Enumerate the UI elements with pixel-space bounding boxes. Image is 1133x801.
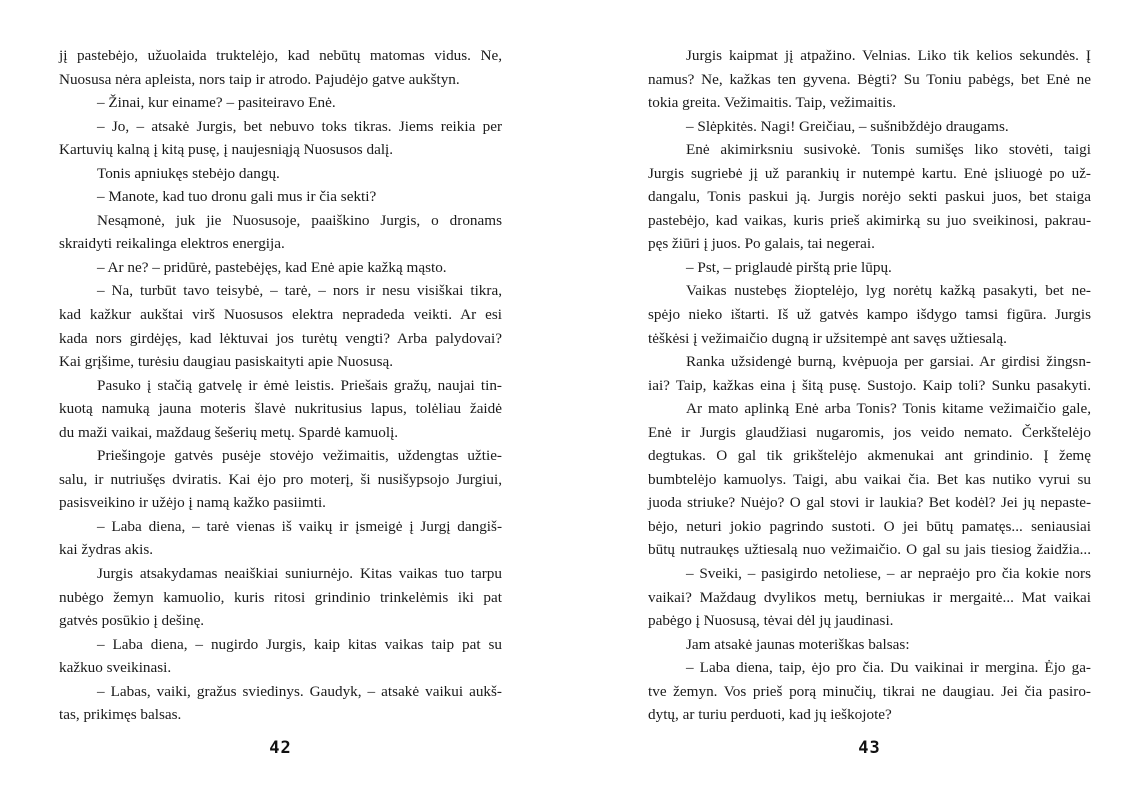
text-line: namus? Ne, kažkas ten gyvena. Bėgti? Su Toniu pabėgs, bet Enė ne (648, 70, 1091, 88)
text-line: tėškėsi į vežimaičio dugną ir užsitempė ant savęs užtiesalą. (648, 329, 1007, 347)
text-line: – Laba diena, – tarė vienas iš vaikų ir įsmeigė į Jurgį dangiš- (97, 517, 502, 535)
text-line: Nuosusa nėra apleista, nors taip ir atrodo. Pajudėjo gatve aukštyn. (59, 70, 460, 88)
text-line: nubėgo žemyn kamuolio, kuris ritosi grindinio trinkelėmis iki pat (59, 588, 502, 606)
text-line: Ar mato aplinką Enė arba Tonis? Tonis kitame vežimaičio gale, (686, 400, 1091, 418)
text-line: kažkuo sveikinasi. (59, 659, 172, 677)
text-line: Nesąmonė, juk jie Nuosusoje, paaiškino Jurgis, o dronams (97, 211, 502, 229)
text-line: Vaikas nustebęs žioptelėjo, lyg norėtų kažką pasakyti, bet ne- (686, 282, 1091, 300)
text-line: – Laba diena, taip, ėjo pro čia. Du vaikinai ir mergina. Ėjo ga- (686, 659, 1091, 677)
text-line: Jurgis kaipmat jį atpažino. Velnias. Liko tik kelios sekundės. Į (686, 47, 1091, 64)
text-line: Jurgis sugriebė jį už parankių ir nutempė kartu. Enė įsliuogė po už- (648, 164, 1091, 182)
text-line: Jurgis atsakydamas neaiškiai suniurnėjo. Kitas vaikas tuo tarpu (97, 565, 502, 583)
text-line: – Laba diena, – nugirdo Jurgis, kaip kitas vaikas taip pat su (97, 635, 502, 653)
text-line: – Jo, – atsakė Jurgis, bet nebuvo toks tikras. Jiems reikia per (97, 117, 502, 135)
text-line: – Labas, vaiki, gražus sviedinys. Gaudyk, – atsakė vaikui aukš- (97, 682, 502, 700)
text-line: pabėgo į Nuosusą, tėvai dėl jų jaudinasi. (648, 612, 894, 630)
text-line: Kartuvių kalną į kitą pusę, į naujesniąją Nuosusos dalį. (59, 141, 394, 159)
text-line: du maži vaikai, maždaug šešerių metų. Spardė kamuolį. (59, 423, 399, 441)
text-line: gatvės posūkio į dešinę. (59, 612, 205, 630)
text-line: Pasuko į stačią gatvelę ir ėmė leistis. Priešais gražų, naujai tin- (97, 376, 502, 394)
text-line: kad kažkur aukštai virš Nuosusos elektra nepradeda veikti. Ar esi (59, 306, 502, 324)
text-line: Enė ir Jurgis glaudžiasi nugaromis, jos veido nemato. Čerkštelėjo (648, 423, 1091, 441)
text-line: dangalu, Tonis paskui ją. Jurgis norėjo sekti paskui juos, bet staiga (648, 188, 1091, 206)
text-line: būtų nutraukęs užtiesalą nuo vežimaičio. O gal su jais tiesiog žaidžia... (648, 541, 1091, 559)
text-line: Tonis apniukęs stebėjo dangų. (97, 164, 280, 182)
right-page-number: 43 (858, 738, 881, 758)
text-line: spėjo nieko ištarti. Iš už gatvės kampo išdygo tamsi figūra. Jurgis (648, 306, 1091, 324)
text-line: – Sveiki, – pasigirdo netoliese, – ar nepraėjo pro čia kokie nors (686, 565, 1091, 583)
text-line: iai? Taip, kažkas eina į šitą pusę. Sustojo. Kaip toli? Sunku pasakyti. (648, 376, 1091, 394)
text-line: bėjo, neturi jokio pagrindo sustoti. O jei būtų pamatęs... seniausiai (648, 517, 1091, 535)
text-line: Ranka užsidengė burną, kvėpuoja per garsiai. Ar girdisi žingsn- (686, 353, 1091, 371)
text-line: – Žinai, kur einame? – pasiteiravo Enė. (97, 94, 336, 112)
text-line: kada nors girdėjęs, kad lėktuvai jos turėtų vengti? Arba palydovai? (59, 329, 502, 347)
text-line: tokia greita. Vežimaitis. Taip, vežimaitis. (648, 94, 897, 112)
text-line: jį pastebėjo, užuolaida truktelėjo, kad nebūtų matomas vidus. Ne, (59, 47, 502, 64)
left-page-number: 42 (269, 738, 292, 758)
text-line: – Manote, kad tuo dronu gali mus ir čia sekti? (97, 188, 377, 206)
text-line: Kai grįšime, turėsiu daugiau pasiskaityti apie Nuosusą. (59, 353, 394, 371)
text-line: Jam atsakė jaunas moteriškas balsas: (686, 635, 910, 653)
text-line: tas, prikimęs balsas. (59, 706, 182, 724)
text-line: tve žemyn. Vos prieš porą minučių, tikrai ne daugiau. Jei čia pasiro- (648, 682, 1091, 700)
left-page-text (59, 44, 502, 727)
text-line: pasisveikino ir užėjo į namą kažko pasiimti. (59, 494, 326, 512)
text-line: skraidyti reikalinga elektros energija. (59, 235, 285, 253)
text-line: – Ar ne? – pridūrė, pastebėjęs, kad Enė apie kažką mąsto. (97, 258, 447, 276)
text-line: – Na, turbūt tavo teisybė, – tarė, – nors ir nesu visiškai tikra, (97, 282, 502, 300)
text-line: kuotą namuką jauna moteris šlavė nukritusius lapus, tolėliau žaidė (59, 400, 502, 418)
text-line: juoda striuke? Nuėjo? O gal stovi ir laukia? Bet kodėl? Jei jų nepaste- (648, 494, 1091, 512)
right-page-text (648, 44, 1091, 727)
text-line: vaikai? Maždaug dvylikos metų, berniukas ir mergaitė... Mat vaikai (648, 588, 1091, 606)
text-line: kai žydras akis. (59, 541, 154, 559)
text-line: – Slėpkitės. Nagi! Greičiau, – sušnibždėjo draugams. (686, 117, 1009, 135)
text-line: Priešingoje gatvės pusėje stovėjo vežimaitis, uždengtas užtie- (97, 447, 502, 465)
text-line: degtukas. O gal tik grikštelėjo akmenukai ant grindinio. Į žemę (648, 447, 1091, 465)
text-line: Enė akimirksniu susivokė. Tonis sumišęs liko stovėti, taigi (686, 141, 1091, 159)
text-line: salu, ir nutriušęs dviratis. Kai ėjo pro moterį, ši nusišypsojo Jurgiui, (59, 470, 502, 488)
text-line: pęs žiūri į juos. Po galais, tai negerai. (648, 235, 875, 253)
text-line: pastebėjo, kad vaikas, kuris prieš akimirką su juo sveikinosi, pakrau- (648, 211, 1091, 229)
text-line: – Pst, – priglaudė pirštą prie lūpų. (686, 258, 892, 276)
text-line: bumbtelėjo kamuolys. Taigi, abu vaikai čia. Bet kas nutiko vyrui su (648, 470, 1091, 488)
text-line: dytų, ar turiu perduoti, kad jų ieškojote? (648, 706, 892, 724)
